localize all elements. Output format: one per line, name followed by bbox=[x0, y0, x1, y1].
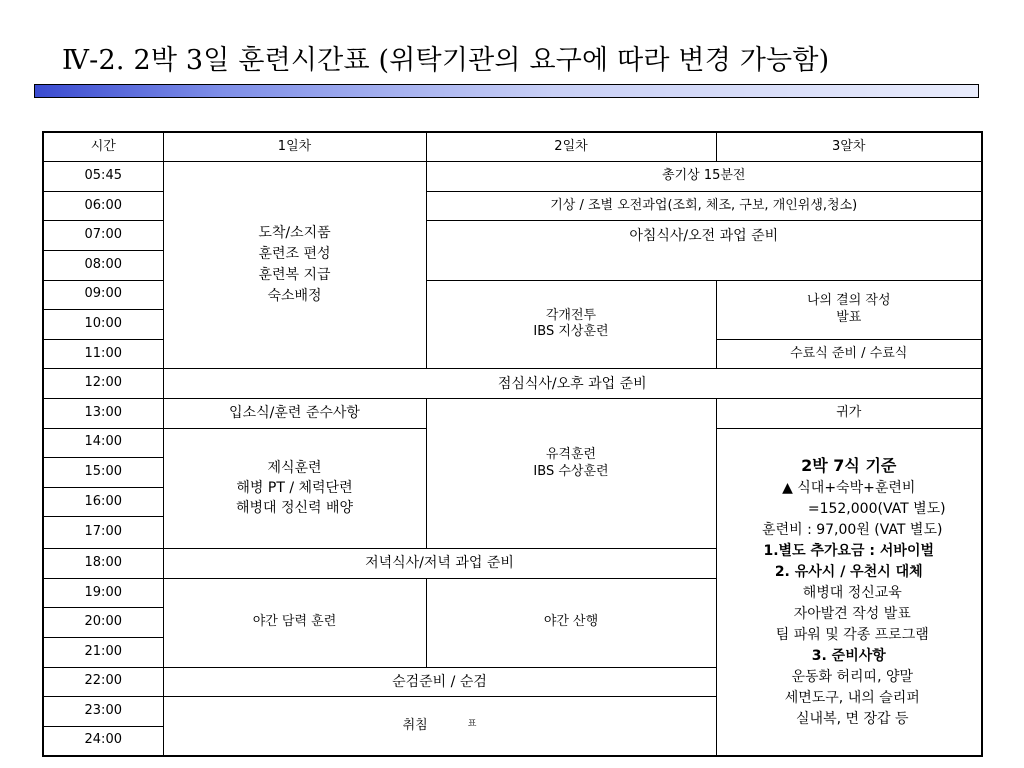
breakfast-cell: 아침식사/오전 과업 준비 bbox=[426, 221, 982, 280]
wake-notice-cell: 총기상 15분전 bbox=[426, 162, 982, 192]
time-cell: 05:45 bbox=[43, 162, 163, 192]
header-row bbox=[43, 132, 982, 162]
time-cell: 17:00 bbox=[43, 517, 163, 549]
time-cell: 22:00 bbox=[43, 667, 163, 697]
time-cell: 23:00 bbox=[43, 697, 163, 727]
day1-drill-training-cell bbox=[163, 428, 426, 548]
day2-boat-training-cell bbox=[426, 398, 716, 548]
header-day3: 3알차 bbox=[716, 132, 982, 162]
arrival-line: 훈련조 편성 bbox=[258, 246, 331, 263]
arrival-line: 훈련복 지급 bbox=[258, 267, 331, 284]
day2-combat-cell bbox=[426, 280, 716, 369]
info-line: ▲ 식대+숙박+훈련비 bbox=[782, 479, 916, 496]
page-title: Ⅳ-2. 2박 3일 훈련시간표 (위탁기관의 요구에 따라 변경 가능함) bbox=[62, 45, 830, 76]
title-underline-bar bbox=[34, 84, 979, 98]
time-cell: 19:00 bbox=[43, 578, 163, 608]
training-timetable bbox=[42, 131, 983, 757]
boat-line: 유격훈련 bbox=[545, 446, 597, 462]
time-cell: 08:00 bbox=[43, 250, 163, 280]
training-line: 제식훈련 bbox=[267, 459, 322, 476]
time-cell: 10:00 bbox=[43, 310, 163, 340]
header-day1: 1일차 bbox=[163, 132, 426, 162]
time-cell: 14:00 bbox=[43, 428, 163, 458]
time-cell: 11:00 bbox=[43, 339, 163, 369]
arrival-line: 도착/소지품 bbox=[258, 225, 331, 242]
time-cell: 20:00 bbox=[43, 608, 163, 638]
time-cell: 16:00 bbox=[43, 487, 163, 517]
info-line: 1.별도 추가요금 : 서바이벌 bbox=[763, 542, 935, 559]
info-line: 3. 준비사항 bbox=[811, 647, 886, 664]
info-line: 해병대 정신교육 bbox=[802, 584, 902, 601]
lunch-cell: 점심식사/오후 과업 준비 bbox=[163, 369, 982, 399]
table-row bbox=[43, 162, 982, 192]
time-cell: 18:00 bbox=[43, 549, 163, 579]
info-heading: 2박 7식 기준 bbox=[801, 455, 897, 475]
sleep-cell bbox=[163, 697, 716, 756]
time-cell: 21:00 bbox=[43, 637, 163, 667]
combat-line: IBS 지상훈련 bbox=[533, 324, 609, 340]
morning-routine-cell: 기상 / 조별 오전과업(조회, 체조, 구보, 개인위생,청소) bbox=[426, 191, 982, 221]
info-line: 팀 파워 및 각종 프로그램 bbox=[775, 626, 929, 643]
time-cell: 12:00 bbox=[43, 369, 163, 399]
time-cell: 13:00 bbox=[43, 398, 163, 428]
resolution-line: 나의 결의 작성 bbox=[806, 292, 891, 308]
info-line: 2. 유사시 / 우천시 대체 bbox=[774, 563, 923, 580]
info-line: 자아발견 작성 발표 bbox=[793, 605, 911, 622]
info-line: 세면도구, 내의 슬리퍼 bbox=[784, 689, 920, 706]
day3-resolution-cell bbox=[716, 280, 982, 339]
header-time: 시간 bbox=[43, 132, 163, 162]
closing-ceremony-cell: 수료식 준비 / 수료식 bbox=[716, 339, 982, 369]
time-cell: 07:00 bbox=[43, 221, 163, 251]
table-row bbox=[43, 398, 982, 428]
time-cell: 15:00 bbox=[43, 458, 163, 488]
table-row bbox=[43, 369, 982, 399]
dinner-cell: 저녁식사/저녁 과업 준비 bbox=[163, 549, 716, 579]
time-cell: 06:00 bbox=[43, 191, 163, 221]
day1-night-training-cell: 야간 담력 훈련 bbox=[163, 578, 426, 667]
training-line: 해병대 정신력 배양 bbox=[235, 500, 354, 517]
resolution-line: 발표 bbox=[836, 309, 862, 325]
info-line: =152,000(VAT 별도) bbox=[807, 500, 946, 517]
program-info-cell bbox=[716, 428, 982, 756]
header-day2: 2일차 bbox=[426, 132, 716, 162]
info-line: 실내복, 면 장갑 등 bbox=[796, 710, 909, 727]
inspection-cell: 순검준비 / 순검 bbox=[163, 667, 716, 697]
return-home-cell: 귀가 bbox=[716, 398, 982, 428]
boat-line: IBS 수상훈련 bbox=[533, 463, 609, 479]
arrival-line: 숙소배정 bbox=[267, 288, 322, 305]
training-line: 해병 PT / 체력단련 bbox=[236, 480, 353, 497]
day2-night-hike-cell: 야간 산행 bbox=[426, 578, 716, 667]
sleep-mark: 표 bbox=[467, 719, 477, 730]
entry-ceremony-cell: 입소식/훈련 준수사항 bbox=[163, 398, 426, 428]
info-line: 훈련비 : 97,00원 (VAT 별도) bbox=[762, 521, 943, 538]
day1-arrival-cell bbox=[163, 162, 426, 369]
time-cell: 09:00 bbox=[43, 280, 163, 310]
combat-line: 각개전투 bbox=[545, 307, 597, 323]
sleep-label: 취침 bbox=[402, 717, 428, 733]
info-line: 운동화 허리띠, 양말 bbox=[791, 668, 914, 685]
time-cell: 24:00 bbox=[43, 726, 163, 756]
